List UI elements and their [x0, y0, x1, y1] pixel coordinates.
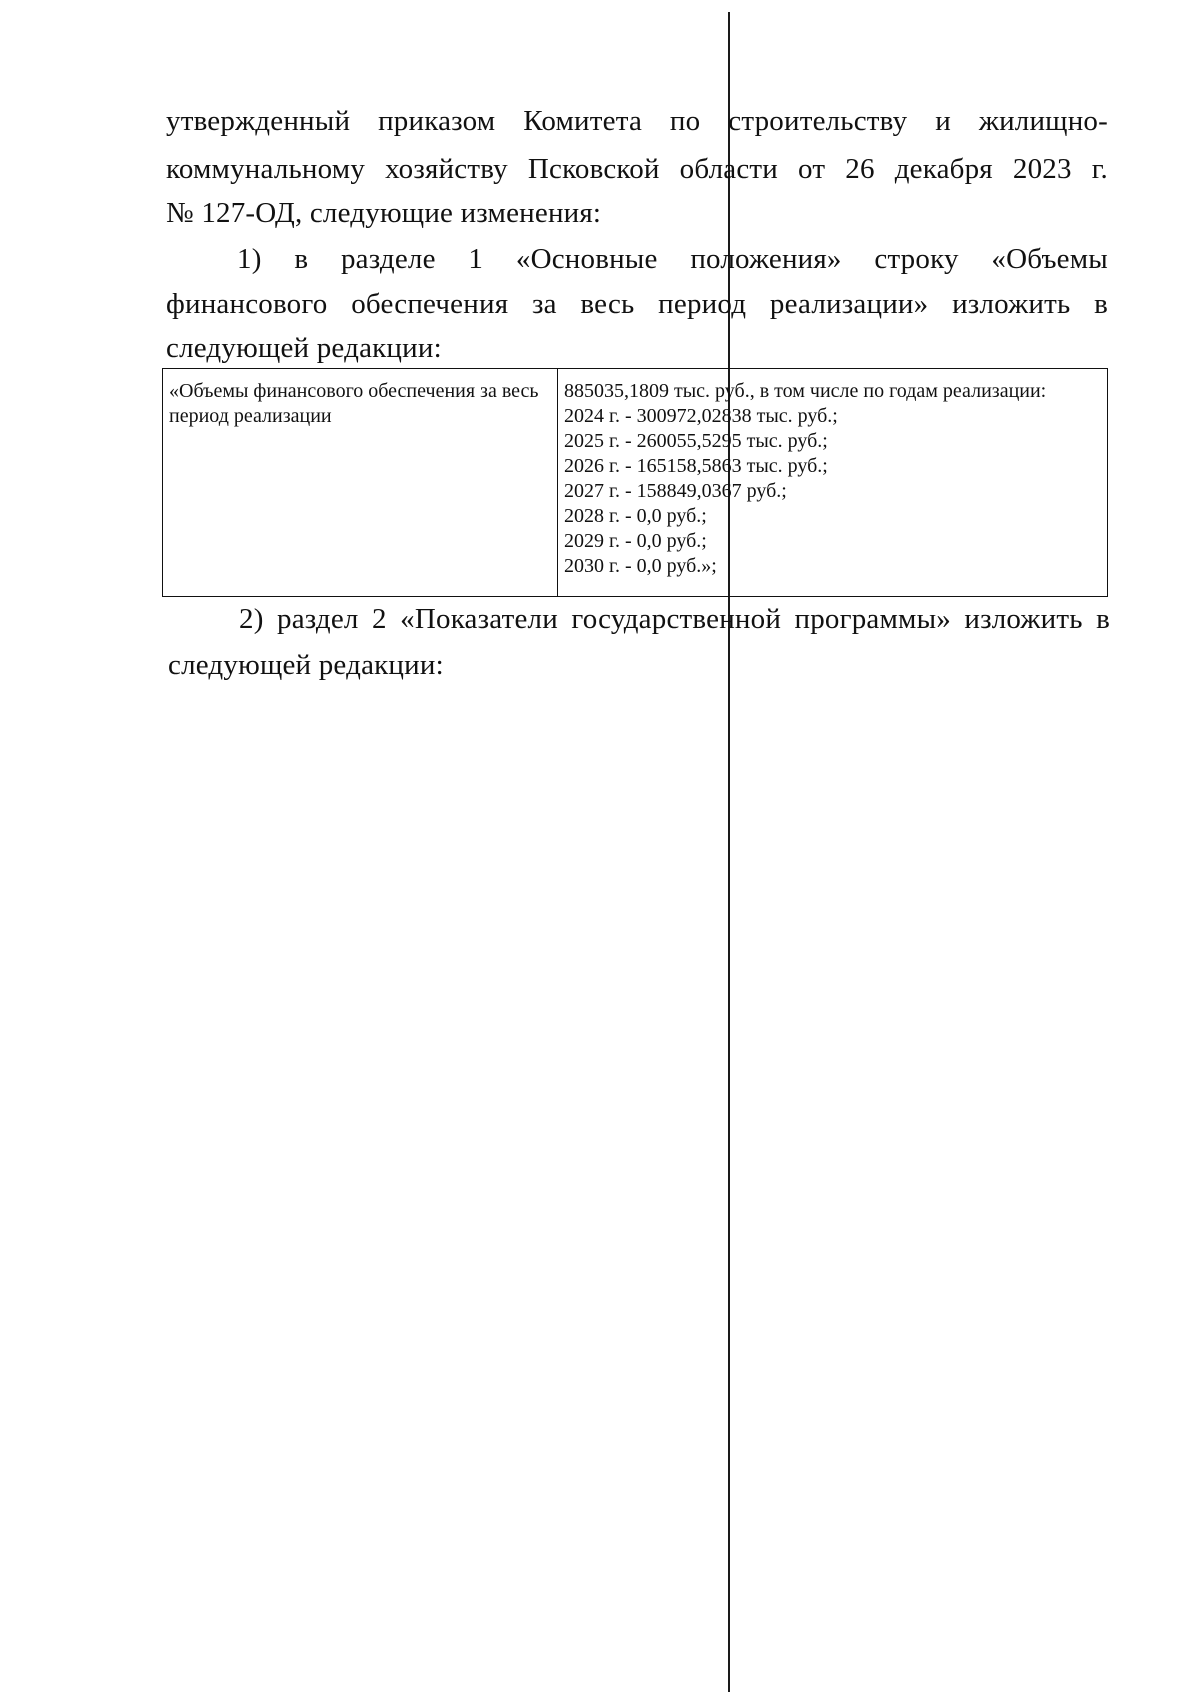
- paragraph-3-line-2: следующей редакции:: [168, 649, 444, 681]
- paragraph-2-line-3: следующей редакции:: [166, 332, 442, 364]
- funding-year-2026: 2026 г. - 165158,5863 тыс. руб.;: [564, 455, 828, 477]
- paragraph-1-line-3: № 127-ОД, следующие изменения:: [166, 197, 602, 229]
- paragraph-1-line-1: утвержденный приказом Комитета по строительству и жилищно-: [166, 105, 1108, 137]
- paragraph-2-line-1: 1) в разделе 1 «Основные положения» строку «Объемы: [237, 243, 1108, 275]
- funding-year-2029: 2029 г. - 0,0 руб.;: [564, 530, 707, 552]
- funding-year-2027: 2027 г. - 158849,0367 руб.;: [564, 480, 787, 502]
- paragraph-2-line-2: финансового обеспечения за весь период реализации» изложить в: [166, 288, 1108, 320]
- funding-year-2025: 2025 г. - 260055,5295 тыс. руб.;: [564, 430, 828, 452]
- funding-values-cell: [558, 369, 1108, 597]
- funding-table: [162, 368, 1108, 597]
- funding-year-2028: 2028 г. - 0,0 руб.;: [564, 505, 707, 527]
- funding-table-row: [163, 369, 1108, 597]
- funding-year-2030: 2030 г. - 0,0 руб.»;: [564, 555, 717, 577]
- funding-label-cell: «Объемы финансового обеспечения за весь период реализации: [163, 369, 558, 597]
- paragraph-1-line-2: коммунальному хозяйству Псковской области от 26 декабря 2023 г.: [166, 153, 1108, 185]
- funding-year-2024: 2024 г. - 300972,02838 тыс. руб.;: [564, 405, 838, 427]
- paragraph-3-line-1: 2) раздел 2 «Показатели государственной программы» изложить в: [239, 603, 1110, 635]
- funding-total: 885035,1809 тыс. руб., в том числе по годам реализации:: [564, 380, 1047, 402]
